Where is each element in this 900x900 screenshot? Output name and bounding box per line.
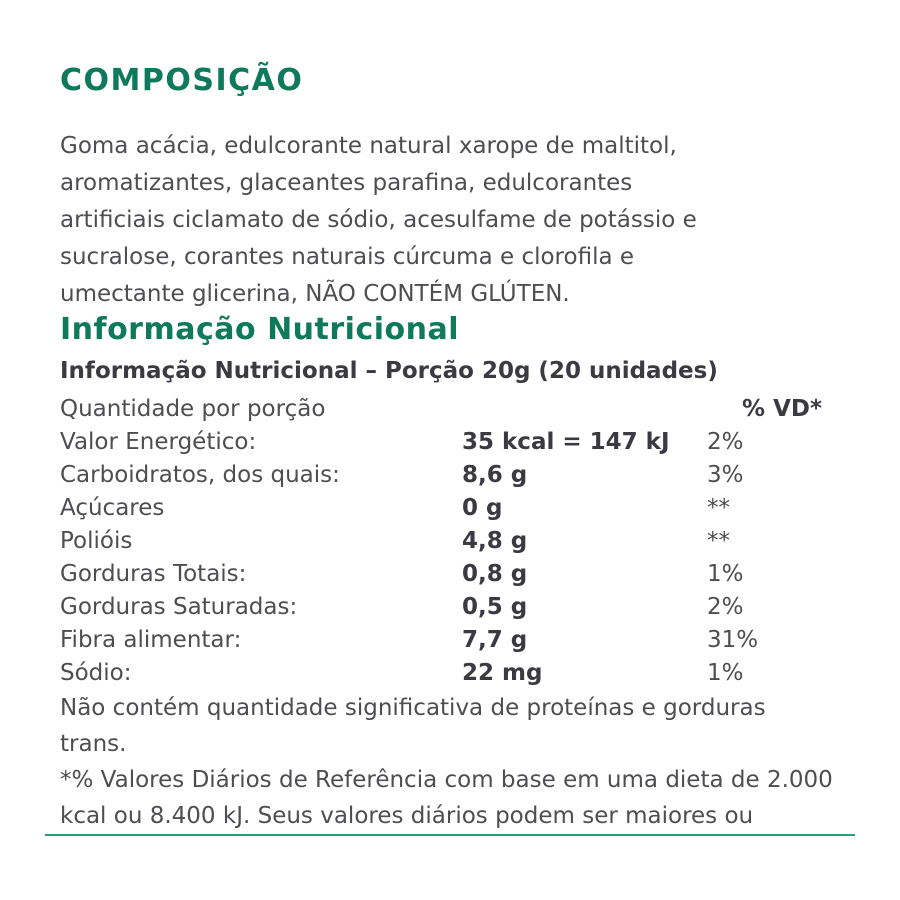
nutrient-dv: 1% bbox=[707, 660, 744, 686]
nutrient-label: Açúcares bbox=[60, 495, 165, 521]
composition-title: COMPOSIÇÃO bbox=[60, 63, 304, 98]
nutrition-subtitle: Informação Nutricional – Porção 20g (20 unidades) bbox=[60, 358, 718, 384]
composition-line: sucralose, corantes naturais cúrcuma e clorofila e bbox=[60, 244, 635, 270]
table-row bbox=[60, 426, 822, 459]
nutrient-dv: 31% bbox=[707, 627, 759, 653]
nutrient-value: 0 g bbox=[462, 495, 503, 521]
no-significant-amounts-note bbox=[60, 690, 822, 762]
footnote-line: kcal ou 8.400 kJ. Seus valores diários podem ser maiores ou bbox=[60, 803, 754, 829]
nutrient-value: 7,7 g bbox=[462, 627, 528, 653]
nutrient-label: Gorduras Saturadas: bbox=[60, 594, 298, 620]
nutrient-label: Carboidratos, dos quais: bbox=[60, 462, 340, 488]
composition-line: artificiais ciclamato de sódio, acesulfame de potássio e bbox=[60, 207, 697, 233]
nutrient-label: Sódio: bbox=[60, 660, 132, 686]
table-row bbox=[60, 525, 822, 558]
table-row bbox=[60, 591, 822, 624]
nutrient-dv: ** bbox=[707, 495, 730, 521]
table-row bbox=[60, 558, 822, 591]
value-column-header bbox=[462, 393, 707, 426]
nutrient-value: 35 kcal = 147 kJ bbox=[462, 429, 670, 455]
table-row bbox=[60, 459, 822, 492]
nutrient-dv: 3% bbox=[707, 462, 744, 488]
nutrient-label: Gorduras Totais: bbox=[60, 561, 247, 587]
nutrient-label: Fibra alimentar: bbox=[60, 627, 242, 653]
divider-rule bbox=[45, 834, 855, 836]
nutrition-title: Informação Nutricional bbox=[60, 312, 460, 347]
note-line: Não contém quantidade significativa de proteínas e gorduras bbox=[60, 695, 766, 721]
quantity-column-header: Quantidade por porção bbox=[60, 396, 326, 422]
nutrient-label: Valor Energético: bbox=[60, 429, 257, 455]
table-row bbox=[60, 657, 822, 690]
note-line: trans. bbox=[60, 731, 127, 757]
daily-values-footnote bbox=[60, 762, 833, 834]
table-header-row bbox=[60, 393, 822, 426]
table-row bbox=[60, 624, 822, 657]
composition-text bbox=[60, 128, 822, 313]
nutrient-value: 8,6 g bbox=[462, 462, 528, 488]
nutrient-dv: 1% bbox=[707, 561, 744, 587]
dv-column-header: % VD* bbox=[742, 396, 822, 422]
nutrient-value: 4,8 g bbox=[462, 528, 528, 554]
nutrient-label: Polióis bbox=[60, 528, 133, 554]
nutrient-value: 0,5 g bbox=[462, 594, 528, 620]
composition-line: aromatizantes, glaceantes parafina, edulcorantes bbox=[60, 170, 633, 196]
nutrient-value: 0,8 g bbox=[462, 561, 528, 587]
footnote-line: *% Valores Diários de Referência com base em uma dieta de 2.000 bbox=[60, 767, 833, 793]
nutrition-table bbox=[60, 393, 822, 690]
nutrient-dv: 2% bbox=[707, 594, 744, 620]
table-row bbox=[60, 492, 822, 525]
composition-line: umectante glicerina, NÃO CONTÉM GLÚTEN. bbox=[60, 281, 570, 307]
composition-line: Goma acácia, edulcorante natural xarope de maltitol, bbox=[60, 133, 677, 159]
nutrient-value: 22 mg bbox=[462, 660, 543, 686]
nutrient-dv: 2% bbox=[707, 429, 744, 455]
nutrient-dv: ** bbox=[707, 528, 730, 554]
